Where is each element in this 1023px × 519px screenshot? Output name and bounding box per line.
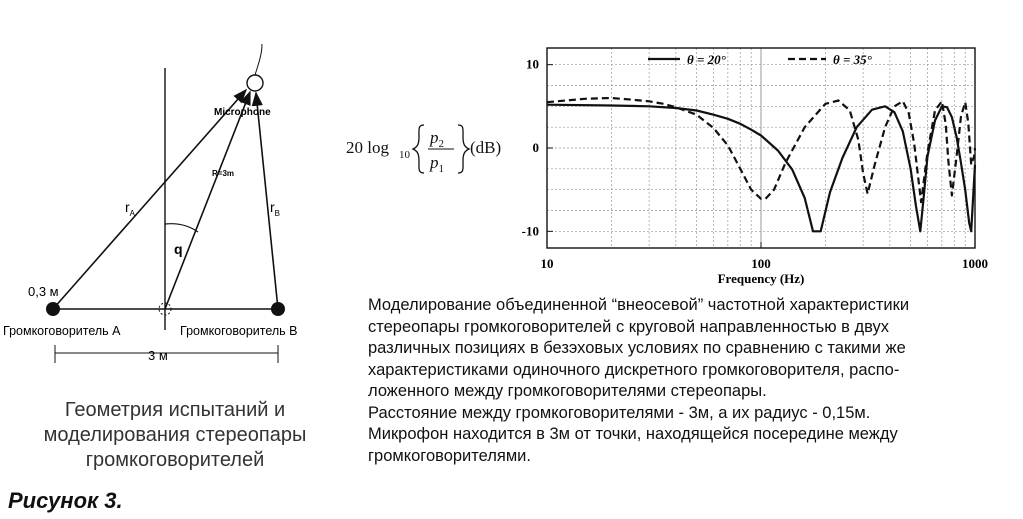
formula-den-p: p [430, 153, 439, 172]
r-label: R=3m [212, 169, 235, 178]
description-line: различных позициях в безэховых условиях по сравнению с такими же [368, 339, 906, 357]
description-line: Расстояние между громкоговорителями - 3м, а их радиус - 0,15м. [368, 403, 871, 422]
formula-prefix: 20 log [346, 138, 389, 157]
geometry-caption-line: Геометрия испытаний и [64, 399, 286, 421]
theta-label: q [174, 241, 183, 257]
ra-label [125, 199, 136, 218]
distance-label: 3 м [148, 348, 168, 363]
x-axis-label: Frequency (Hz) [717, 271, 805, 286]
description-line: характеристиками одиночного дискретного громкоговорителя, распо- [368, 360, 900, 379]
description-line: ложенного между громкоговорителями стереопары. [368, 382, 767, 400]
ra-line [53, 90, 246, 309]
formula-log-subscript: 10 [399, 149, 410, 161]
y-tick-label: -10 [521, 223, 539, 239]
description-line: Микрофон находится в 3м от точки, находящейся посередине между [368, 425, 898, 443]
geometry-caption-line: громкоговорителей [85, 449, 265, 471]
frequency-response-chart [330, 40, 1020, 290]
test-geometry-diagram [0, 0, 340, 400]
geometry-caption-line: моделирования стереопары [43, 424, 307, 446]
x-tick-label: 10 [540, 256, 554, 271]
rb-label-sub: B [274, 209, 281, 218]
theta-arc [165, 224, 198, 232]
legend-label-dashed: θ = 35° [833, 52, 872, 67]
rb-line [256, 93, 281, 309]
formula-num-p: p [430, 128, 439, 147]
speaker-b-label: Громкоговоритель В [180, 324, 298, 338]
microphone-icon [247, 75, 263, 91]
figure-label: Рисунок 3. [8, 488, 123, 513]
speaker-b-icon [271, 302, 285, 316]
rb-label [270, 199, 280, 218]
ra-label-sub: A [129, 209, 136, 218]
formula-den-sub: 1 [438, 163, 444, 175]
x-tick-label: 1000 [962, 256, 988, 271]
microphone-label: Microphone [214, 107, 271, 118]
description-line: Моделирование объединенной “внеосевой” частотной характеристики [368, 296, 910, 314]
radius-label: 0,3 м [28, 284, 59, 299]
r-line [165, 92, 250, 309]
speaker-a-label: Громкоговоритель А [3, 324, 121, 338]
microphone-cable [255, 44, 262, 75]
rb-label-main: r [270, 199, 275, 215]
speaker-a-icon [46, 302, 60, 316]
legend-label-solid: θ = 20° [687, 52, 726, 67]
description-line: громкоговорителями. [368, 446, 531, 465]
y-tick-label: 0 [532, 140, 539, 155]
description-line: стереопары громкоговорителей с круговой направленностью в двух [368, 317, 890, 336]
ra-label-main: r [125, 199, 130, 215]
x-tick-label: 100 [751, 256, 771, 271]
formula-unit: (dB) [470, 138, 502, 157]
chart-description [368, 295, 1018, 467]
y-tick-label: 10 [526, 56, 539, 72]
formula-num-sub: 2 [438, 138, 444, 150]
geometry-caption [10, 398, 340, 473]
